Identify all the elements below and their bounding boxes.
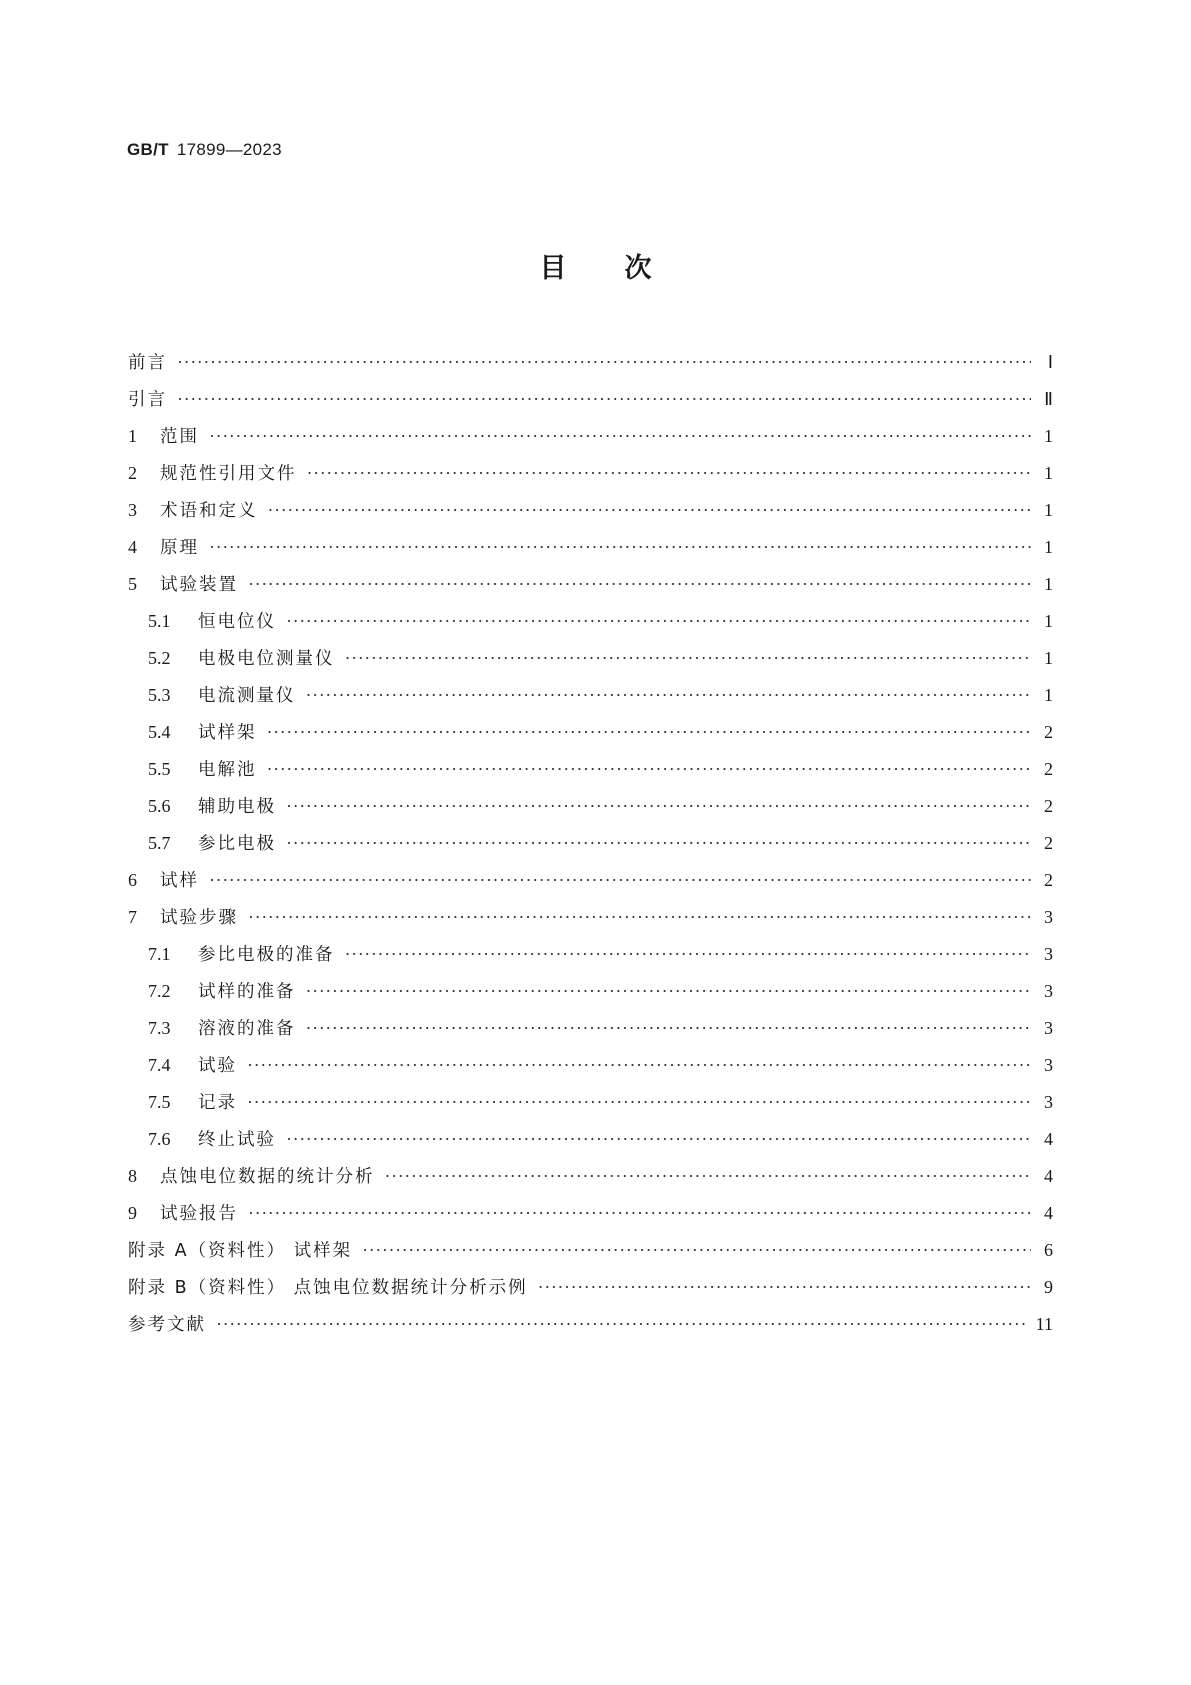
toc-entry-number: 7.6 xyxy=(148,1129,171,1149)
toc-entry-number: 5.2 xyxy=(148,648,171,668)
toc-entry-label: 范围 xyxy=(160,427,199,447)
toc-entry[interactable] xyxy=(128,788,1053,825)
toc-entry-page: 3 xyxy=(1044,944,1053,964)
toc-entry-label: 辅助电极 xyxy=(198,797,276,817)
toc-entry-number: 8 xyxy=(128,1166,137,1186)
toc-leader-dots xyxy=(286,1121,1031,1158)
toc-entry-label: 参考文献 xyxy=(128,1315,206,1335)
toc-entry-page: 11 xyxy=(1035,1314,1053,1334)
toc-entry-number: 2 xyxy=(128,463,137,483)
toc-leader-dots xyxy=(248,566,1031,603)
toc-entry[interactable] xyxy=(128,344,1053,381)
standard-code-prefix: GB/T xyxy=(127,140,169,159)
toc-entry[interactable] xyxy=(128,973,1053,1010)
toc-leader-dots xyxy=(209,862,1031,899)
table-of-contents xyxy=(128,344,1053,1343)
toc-entry[interactable] xyxy=(128,1195,1053,1232)
toc-entry-number: 4 xyxy=(128,537,137,557)
toc-entry-number: 7.1 xyxy=(148,944,171,964)
toc-entry-label: 试样的准备 xyxy=(198,982,296,1002)
toc-entry-label: 试验报告 xyxy=(160,1204,238,1224)
toc-entry-number: 7.5 xyxy=(148,1092,171,1112)
toc-entry-page: 4 xyxy=(1044,1203,1053,1223)
toc-entry-page: 1 xyxy=(1044,611,1053,631)
toc-entry-label: 试验 xyxy=(198,1056,237,1076)
page-title: 目次 xyxy=(539,253,710,284)
toc-leader-dots xyxy=(362,1232,1031,1269)
toc-leader-dots xyxy=(209,529,1031,566)
toc-entry-number: 1 xyxy=(128,426,137,446)
toc-entry-number: 9 xyxy=(128,1203,137,1223)
toc-entry[interactable] xyxy=(128,714,1053,751)
toc-entry-page: 3 xyxy=(1044,1055,1053,1075)
toc-entry-label: 原理 xyxy=(160,538,199,558)
toc-entry-label: 恒电位仪 xyxy=(198,612,276,632)
toc-leader-dots xyxy=(268,492,1032,529)
toc-entry[interactable] xyxy=(128,566,1053,603)
toc-entry-page: 1 xyxy=(1044,537,1053,557)
toc-entry-number: 7.2 xyxy=(148,981,171,1001)
toc-entry-number: 7.4 xyxy=(148,1055,171,1075)
toc-leader-dots xyxy=(306,973,1032,1010)
standard-code xyxy=(127,140,282,160)
toc-entry-number: 6 xyxy=(128,870,137,890)
toc-entry-number: 5.1 xyxy=(148,611,171,631)
toc-entry-number: 5.3 xyxy=(148,685,171,705)
toc-entry-label: 规范性引用文件 xyxy=(160,464,297,484)
toc-entry-number: 5 xyxy=(128,574,137,594)
toc-leader-dots xyxy=(267,714,1032,751)
toc-entry[interactable] xyxy=(128,381,1053,418)
toc-entry-label: 参比电极的准备 xyxy=(198,945,335,965)
toc-entry-page: 1 xyxy=(1044,426,1053,446)
toc-entry-label: 引言 xyxy=(128,390,167,410)
toc-leader-dots xyxy=(306,677,1032,714)
toc-leader-dots xyxy=(538,1269,1031,1306)
toc-entry-label: 术语和定义 xyxy=(160,501,258,521)
toc-entry-label: 试验步骤 xyxy=(160,908,238,928)
toc-entry[interactable] xyxy=(128,492,1053,529)
toc-entry-label: 试样 xyxy=(160,871,199,891)
toc-entry-page: 3 xyxy=(1044,1092,1053,1112)
toc-entry[interactable] xyxy=(128,1121,1053,1158)
toc-entry-number: 7 xyxy=(128,907,137,927)
toc-leader-dots xyxy=(267,751,1032,788)
toc-entry[interactable] xyxy=(128,677,1053,714)
toc-entry[interactable] xyxy=(128,529,1053,566)
toc-entry-page: Ⅱ xyxy=(1044,389,1053,409)
toc-entry-page: 1 xyxy=(1044,574,1053,594)
toc-leader-dots xyxy=(286,825,1031,862)
toc-leader-dots xyxy=(248,899,1031,936)
toc-leader-dots xyxy=(177,344,1031,381)
toc-entry-page: 1 xyxy=(1044,500,1053,520)
toc-entry-page: 4 xyxy=(1044,1166,1053,1186)
toc-entry-label: 终止试验 xyxy=(198,1130,276,1150)
toc-entry-page: 2 xyxy=(1044,796,1053,816)
toc-entry-page: 9 xyxy=(1044,1277,1053,1297)
toc-entry[interactable] xyxy=(128,1269,1053,1306)
toc-entry-number: 3 xyxy=(128,500,137,520)
toc-entry-label: 试样架 xyxy=(198,723,257,743)
toc-entry[interactable] xyxy=(128,1306,1053,1343)
toc-entry-page: 3 xyxy=(1044,1018,1053,1038)
toc-entry-page: 3 xyxy=(1044,907,1053,927)
toc-leader-dots xyxy=(177,381,1031,418)
toc-leader-dots xyxy=(286,603,1031,640)
toc-entry-page: 4 xyxy=(1044,1129,1053,1149)
toc-leader-dots xyxy=(345,640,1032,677)
toc-entry-label: 参比电极 xyxy=(198,834,276,854)
toc-entry-page: 6 xyxy=(1044,1240,1053,1260)
toc-entry-label: 附录 A（资料性） 试样架 xyxy=(128,1241,353,1261)
toc-leader-dots xyxy=(307,455,1032,492)
toc-entry[interactable] xyxy=(128,862,1053,899)
toc-entry-label: 溶液的准备 xyxy=(198,1019,296,1039)
toc-leader-dots xyxy=(247,1084,1031,1121)
toc-entry[interactable] xyxy=(128,825,1053,862)
toc-entry[interactable] xyxy=(128,603,1053,640)
toc-leader-dots xyxy=(385,1158,1032,1195)
toc-entry-label: 电流测量仪 xyxy=(198,686,296,706)
toc-entry-number: 5.6 xyxy=(148,796,171,816)
toc-entry-number: 5.7 xyxy=(148,833,171,853)
toc-entry[interactable] xyxy=(128,899,1053,936)
toc-leader-dots xyxy=(345,936,1032,973)
toc-entry[interactable] xyxy=(128,1084,1053,1121)
toc-leader-dots xyxy=(247,1047,1031,1084)
standard-code-number: 17899—2023 xyxy=(176,140,282,159)
toc-entry-page: 3 xyxy=(1044,981,1053,1001)
toc-entry-page: 2 xyxy=(1044,833,1053,853)
toc-leader-dots xyxy=(306,1010,1032,1047)
toc-entry-number: 7.3 xyxy=(148,1018,171,1038)
toc-entry[interactable] xyxy=(128,1232,1053,1269)
toc-entry[interactable] xyxy=(128,1010,1053,1047)
toc-entry[interactable] xyxy=(128,1047,1053,1084)
toc-entry-page: 2 xyxy=(1044,759,1053,779)
toc-entry-number: 5.5 xyxy=(148,759,171,779)
toc-entry-label: 记录 xyxy=(198,1093,237,1113)
toc-entry-label: 前言 xyxy=(128,353,167,373)
toc-entry-page: 2 xyxy=(1044,870,1053,890)
toc-entry-label: 附录 B（资料性） 点蚀电位数据统计分析示例 xyxy=(128,1278,528,1298)
toc-leader-dots xyxy=(248,1195,1031,1232)
toc-leader-dots xyxy=(209,418,1031,455)
toc-entry-page: 2 xyxy=(1044,722,1053,742)
toc-leader-dots xyxy=(286,788,1031,825)
toc-entry-page: 1 xyxy=(1044,463,1053,483)
toc-entry-page: 1 xyxy=(1044,685,1053,705)
toc-entry[interactable] xyxy=(128,1158,1053,1195)
toc-entry-label: 试验装置 xyxy=(160,575,238,595)
toc-entry[interactable] xyxy=(128,418,1053,455)
toc-entry-page: Ⅰ xyxy=(1047,352,1053,372)
toc-entry[interactable] xyxy=(128,455,1053,492)
toc-entry[interactable] xyxy=(128,640,1053,677)
toc-entry-label: 电极电位测量仪 xyxy=(198,649,335,669)
toc-entry-page: 1 xyxy=(1044,648,1053,668)
toc-entry-label: 电解池 xyxy=(198,760,257,780)
toc-leader-dots xyxy=(216,1306,1026,1343)
toc-entry[interactable] xyxy=(128,936,1053,973)
toc-entry-label: 点蚀电位数据的统计分析 xyxy=(160,1167,375,1187)
toc-entry[interactable] xyxy=(128,751,1053,788)
toc-entry-number: 5.4 xyxy=(148,722,171,742)
